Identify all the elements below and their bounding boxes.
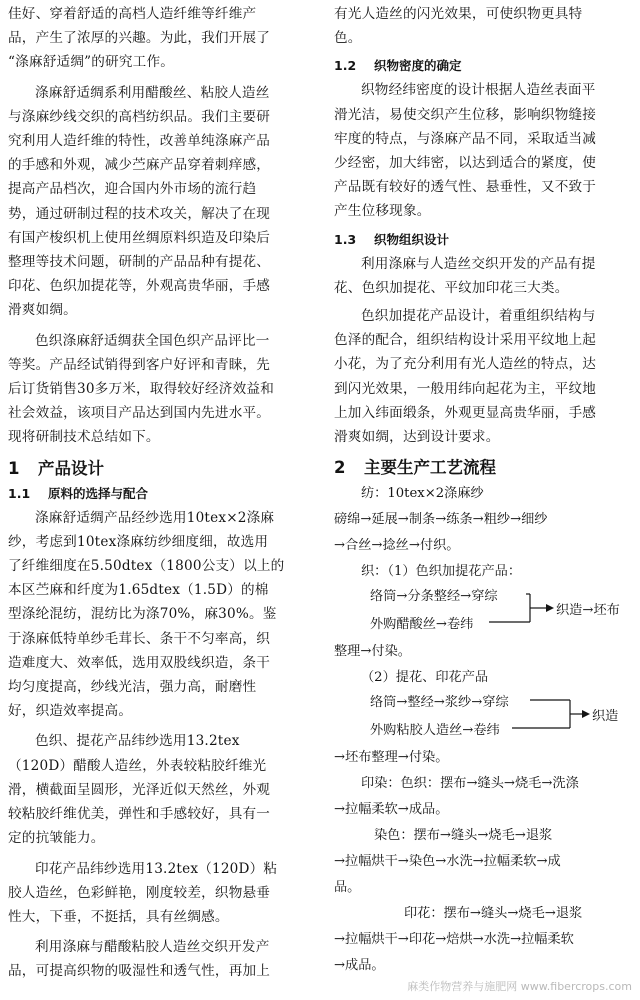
paragraph-blend-benefit: 利用涤麻与醋酸粘胶人造丝交织开发产 品，可提高织物的吸湿性和透气性，再加上	[8, 939, 271, 980]
section-heading-1: 1 产品设计	[8, 458, 104, 478]
left-column	[8, 2, 318, 984]
flow-spin-step-1: 磅绵→延展→制条→练条→粗纱→细纱	[334, 512, 548, 528]
subsection-heading-1-3: 1.3 织物组织设计	[334, 231, 450, 247]
flow-spin-step-2: →合丝→捻丝→付织。	[334, 538, 460, 554]
right-column	[334, 2, 634, 979]
flow-weave-print-diagram: 络筒→整经→浆纱→穿综 外购粘胶人造丝→卷纬 织造	[334, 691, 634, 745]
paragraph-density: 织物经纬密度的设计根据人造丝表面平 滑光洁，易使交织产生位移，影响织物缝接 牢度的特点，与涤麻产品不同，采取适当减 少经密，加大纬密，以达到适合的紧度，使 产品既有较好的透气性、悬垂性，又不致于 产生位移现象。	[334, 82, 597, 220]
paragraph-weft-acetate: 色织、提花产品纬纱选用13.2tex （120D）醋酸人造丝，外表较粘胶纤维光 滑，横截面呈圆形，光泽近似天然丝，外观 较粘胶纤维优美，弹性和手感较好，具有一 定的抗皱能力。	[8, 733, 271, 847]
flow-spin-label: 纺：10tex×2涤麻纱	[361, 486, 484, 502]
paragraph-award: 色织涤麻舒适绸获全国色织产品评比一 等奖。产品经试销得到客户好评和青睐，先 后订货销售30多万米，取得较好经济效益和 社会效益，该项目产品达到国内先进水平。 现将研制技术总结如下。	[8, 332, 274, 446]
paragraph-weft-viscose: 印花产品纬纱选用13.2tex（120D）粘 胶人造丝，色彩鲜艳，刚度较差，织物悬垂 性大，下垂，不挺括，具有丝绸感。	[8, 860, 278, 925]
paragraph-product-overview: 涤麻舒适绸系利用醋酸丝、粘胶人造丝 与涤麻纱线交织的高档纺织品。我们主要研 究利用人造纤维的特性，改善单纯涤麻产品 的手感和外观，减少苎麻产品穿着刺痒感， 提高产品档次，迎合国内外市场的流行趋 势，通过研制过程的技术攻关，解决了在现 有国产梭织机上使用丝绸原料织造及印染后 整理等技术问题，研制的产品品种有提花、 印花、色织加提花等，外观高贵华丽，手感 滑爽如绸。	[8, 84, 271, 319]
paragraph-structure-types: 利用涤麻与人造丝交织开发的产品有提 花、色织加提花、平纹加印花三大类。	[334, 255, 596, 296]
subsection-heading-1-1: 1.1 原料的选择与配合	[8, 485, 149, 501]
flow-weave-label: 织：（1）色织加提花产品：	[361, 564, 522, 580]
flow-dye-yarn-step-2: →拉幅柔软→成品。	[334, 802, 449, 818]
flow-weave-print-label: （2）提花、印花产品	[361, 670, 489, 686]
flow-print-step-2: →拉幅烘干→印花→焙烘→水洗→拉幅柔软	[334, 932, 574, 948]
flow-dye-piece-step-2: →拉幅烘干→染色→水洗→拉幅柔软→成	[334, 854, 561, 870]
flow-print-step-1: 印花：摆布→缝头→烧毛→退浆	[404, 906, 583, 922]
flow-dye-piece-step-1: 染色：摆布→缝头→烧毛→退浆	[374, 828, 553, 844]
flow-weave-print-end: →坯布整理→付染。	[334, 750, 449, 766]
section-heading-2: 2 主要生产工艺流程	[334, 458, 496, 478]
site-watermark: 麻类作物营养与施肥网 www.fibercrops.com	[407, 980, 632, 993]
flow-print-step-3: →成品。	[334, 958, 385, 974]
paragraph-jacquard-design: 色织加提花产品设计，着重组织结构与 色泽的配合，组织结构设计采用平纹地上起 小花，为了充分利用有光人造丝的特点，达 到闪光效果，一般用纬向起花为主，平纹地 上加入纬面缎条，外观更显高贵华丽，手感 滑爽如绸，达到设计要求。	[334, 308, 597, 446]
paragraph-luster-continued: 有光人造丝的闪光效果，可使织物更具特 色。	[334, 6, 583, 47]
subsection-heading-1-2: 1.2 织物密度的确定	[334, 58, 462, 74]
paragraph-warp-yarn: 涤麻舒适绸产品经纱选用10tex×2涤麻 纱，考虑到10tex涤麻纺纱细度细，故选用 了纤维细度在5.50dtex（1800公支）以上的 本区苎麻和纤度为1.65dtex（1.5D）的棉 型涤纶混纺，混纺比为涤70%，麻30%。鉴 于涤麻低特单纱毛茸长、条干不匀率高，织 造难度大、效率低，选用双股线织造，条干 均匀度提高，纱线光洁，强力高，耐磨性 好，织造效率提高。	[8, 509, 285, 720]
flow-merge-brace-2	[334, 691, 634, 745]
paragraph-intro-continued: 佳好、穿着舒适的高档人造纤维等纤维产 品，产生了浓厚的兴趣。为此，我们开展了 “涤麻舒适绸”的研究工作。	[8, 6, 271, 71]
flow-weave-jacquard-end: 整理→付染。	[334, 644, 411, 660]
flow-weave-jacquard-diagram: 络筒→分条整经→穿综 外购醋酸丝→卷纬 织造→坯布	[334, 585, 634, 639]
flow-dye-piece-step-3: 品。	[334, 880, 361, 896]
flow-dye-yarn-step-1: 印染：色织：摆布→缝头→烧毛→洗涤	[361, 776, 579, 792]
